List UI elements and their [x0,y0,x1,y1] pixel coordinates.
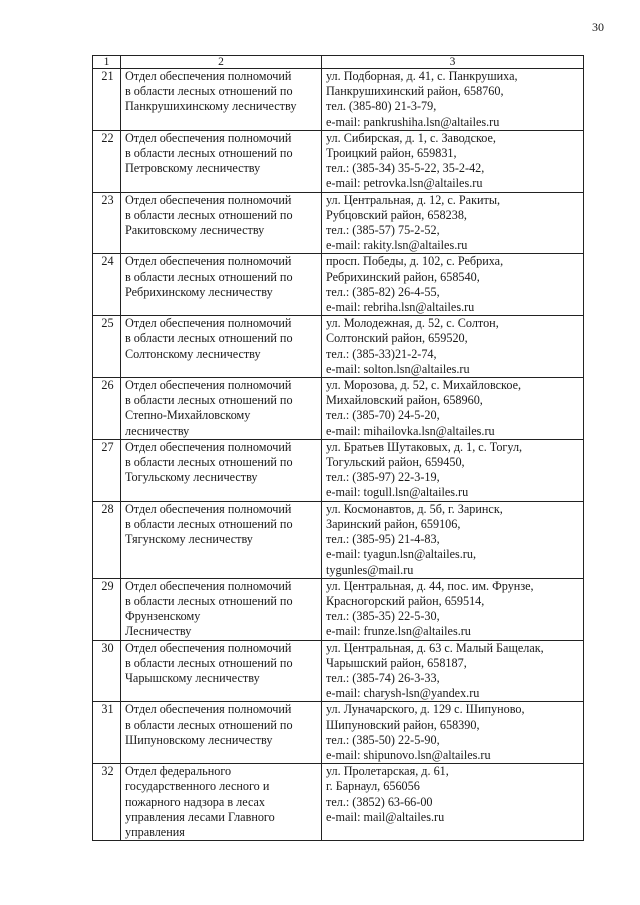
office-name-line: Отдел обеспечения полномочий [125,254,292,269]
office-name-line: в области лесных отношений по [125,516,293,531]
office-address-cell [322,254,584,316]
office-name-line: пожарного надзора в лесах [125,794,266,809]
office-address-line: e-mail: rebriha.lsn@altailes.ru [326,300,475,315]
office-name-line: Солтонскому лесничеству [125,346,261,361]
table-row [93,578,584,640]
office-address-line: тел.: (385-57) 75-2-52, [326,223,440,238]
office-address-line: tygunles@mail.ru [326,562,414,577]
office-address-cell [322,439,584,501]
office-address-cell [322,378,584,440]
row-number: 21 [93,69,121,131]
office-name-line: Ребрихинскому лесничеству [125,284,273,299]
office-address-line: Троицкий район, 659831, [326,146,457,161]
office-address-cell [322,69,584,131]
office-name-line: Тогульскому лесничеству [125,470,258,485]
office-address-line: тел.: (385-50) 22-5-90, [326,732,440,747]
office-address-line: ул. Луначарского, д. 129 с. Шипуново, [326,702,525,717]
table-row [93,130,584,192]
office-address-line: ул. Братьев Шутаковых, д. 1, с. Тогул, [326,439,523,454]
office-address-line: Панкрушихинский район, 658760, [326,84,504,99]
office-address-line: e-mail: togull.lsn@altailes.ru [326,485,469,500]
office-name-line: Степно-Михайловскому [125,408,251,423]
office-address-cell [322,702,584,764]
office-name-line: Ракитовскому лесничеству [125,223,265,238]
table-body [93,56,584,841]
row-number: 28 [93,501,121,578]
table-row [93,254,584,316]
office-name-cell [121,192,322,254]
office-address-line: тел.: (385-35) 22-5-30, [326,609,440,624]
office-name-line: в области лесных отношений по [125,207,293,222]
office-address-line: тел.: (385-95) 21-4-83, [326,532,440,547]
office-name-cell [121,378,322,440]
row-number: 29 [93,578,121,640]
table-row [93,439,584,501]
office-name-line: в области лесных отношений по [125,593,293,608]
office-address-cell [322,130,584,192]
office-address-cell [322,764,584,841]
office-address-line: Тогульский район, 659450, [326,455,465,470]
office-name-line: Отдел обеспечения полномочий [125,130,292,145]
page-number: 30 [592,20,604,34]
row-number: 26 [93,378,121,440]
office-address-cell [322,316,584,378]
office-name-line: Отдел обеспечения полномочий [125,316,292,331]
office-name-cell [121,69,322,131]
office-name-line: Чарышскому лесничеству [125,670,260,685]
office-name-line: Лесничеству [125,624,192,639]
office-address-line: г. Барнаул, 656056 [326,779,420,794]
office-name-line: в области лесных отношений по [125,269,293,284]
office-name-line: Фрунзенскому [125,609,201,624]
office-name-cell [121,254,322,316]
table-row [93,69,584,131]
office-name-line: в области лесных отношений по [125,717,293,732]
office-address-line: e-mail: shipunovo.lsn@altailes.ru [326,747,491,762]
office-address-line: просп. Победы, д. 102, с. Ребриха, [326,254,504,269]
table-header-row [93,56,584,69]
office-name-cell [121,640,322,702]
table-row [93,378,584,440]
office-name-line: в области лесных отношений по [125,393,293,408]
office-name-line: Отдел обеспечения полномочий [125,501,292,516]
office-address-line: ул. Центральная, д. 44, пос. им. Фрунзе, [326,578,534,593]
office-address-line: e-mail: mail@altailes.ru [326,809,445,824]
office-address-line: ул. Подборная, д. 41, с. Панкрушиха, [326,69,518,83]
row-number: 22 [93,130,121,192]
table-row [93,702,584,764]
office-name-line: государственного лесного и [125,779,270,794]
office-address-line: тел.: (385-74) 26-3-33, [326,670,440,685]
forestry-offices-table [92,55,584,841]
office-address-line: ул. Центральная, д. 63 с. Малый Бащелак, [326,640,544,655]
office-name-line: Отдел обеспечения полномочий [125,69,292,83]
office-address-cell [322,501,584,578]
office-address-line: Чарышский район, 658187, [326,655,467,670]
office-name-line: в области лесных отношений по [125,146,293,161]
office-address-line: тел.: (385-33)21-2-74, [326,346,437,361]
office-name-cell [121,316,322,378]
office-address-cell [322,192,584,254]
office-address-line: тел.: (385-82) 26-4-55, [326,284,440,299]
office-name-line: в области лесных отношений по [125,455,293,470]
office-name-line: в области лесных отношений по [125,331,293,346]
office-address-line: e-mail: rakity.lsn@altailes.ru [326,238,468,253]
office-address-line: Ребрихинский район, 658540, [326,269,480,284]
office-name-line: в области лесных отношений по [125,84,293,99]
office-name-line: Отдел обеспечения полномочий [125,640,292,655]
office-address-line: тел. (385-80) 21-3-79, [326,99,437,114]
table-row [93,501,584,578]
office-address-line: e-mail: petrovka.lsn@altailes.ru [326,176,483,191]
office-name-cell [121,130,322,192]
office-name-line: в области лесных отношений по [125,655,293,670]
office-address-line: Заринский район, 659106, [326,516,461,531]
row-number: 23 [93,192,121,254]
table-row [93,316,584,378]
office-address-line: e-mail: pankrushiha.lsn@altailes.ru [326,114,500,129]
office-address-line: Рубцовский район, 658238, [326,207,467,222]
office-name-cell [121,764,322,841]
office-name-line: Тягунскому лесничеству [125,532,253,547]
row-number: 24 [93,254,121,316]
office-address-line: ул. Молодежная, д. 52, с. Солтон, [326,316,499,331]
office-name-line: Отдел обеспечения полномочий [125,439,292,454]
office-name-cell [121,501,322,578]
office-name-line: управления лесами Главного [125,809,275,824]
office-address-line: e-mail: solton.lsn@altailes.ru [326,361,470,376]
office-name-line: Отдел обеспечения полномочий [125,378,292,393]
row-number: 27 [93,439,121,501]
office-name-line: лесничеству [125,423,190,438]
office-name-line: Панкрушихинскому лесничеству [125,99,297,114]
office-name-cell [121,578,322,640]
office-address-line: ул. Морозова, д. 52, с. Михайловское, [326,378,522,393]
office-address-cell [322,640,584,702]
office-address-line: e-mail: mihailovka.lsn@altailes.ru [326,423,495,438]
office-address-line: e-mail: charysh-lsn@yandex.ru [326,686,480,701]
table-row [93,640,584,702]
table-row [93,764,584,841]
office-name-cell [121,439,322,501]
row-number: 25 [93,316,121,378]
column-header-1: 1 [93,56,121,69]
office-address-line: тел.: (385-97) 22-3-19, [326,470,440,485]
office-address-line: тел.: (3852) 63-66-00 [326,794,433,809]
office-address-line: ул. Пролетарская, д. 61, [326,764,449,779]
table-row [93,192,584,254]
office-address-line: тел.: (385-70) 24-5-20, [326,408,440,423]
office-name-line: Отдел федерального [125,764,232,779]
office-name-line: Отдел обеспечения полномочий [125,578,292,593]
office-name-line: Отдел обеспечения полномочий [125,192,292,207]
row-number: 30 [93,640,121,702]
office-name-cell [121,702,322,764]
office-name-line: Отдел обеспечения полномочий [125,702,292,717]
office-address-line: e-mail: tyagun.lsn@altailes.ru, [326,547,476,562]
office-address-line: Шипуновский район, 658390, [326,717,480,732]
office-address-line: тел.: (385-34) 35-5-22, 35-2-42, [326,161,485,176]
office-address-cell [322,578,584,640]
office-address-line: ул. Космонавтов, д. 5б, г. Заринск, [326,501,503,516]
row-number: 31 [93,702,121,764]
office-address-line: Михайловский район, 658960, [326,393,483,408]
column-header-2: 2 [121,56,322,69]
office-name-line: управления [125,824,185,839]
office-address-line: ул. Сибирская, д. 1, с. Заводское, [326,130,496,145]
office-address-line: ул. Центральная, д. 12, с. Ракиты, [326,192,501,207]
column-header-3: 3 [322,56,584,69]
office-name-line: Петровскому лесничеству [125,161,261,176]
office-address-line: e-mail: frunze.lsn@altailes.ru [326,624,471,639]
office-address-line: Красногорский район, 659514, [326,593,485,608]
office-name-line: Шипуновскому лесничеству [125,732,273,747]
office-address-line: Солтонский район, 659520, [326,331,468,346]
row-number: 32 [93,764,121,841]
